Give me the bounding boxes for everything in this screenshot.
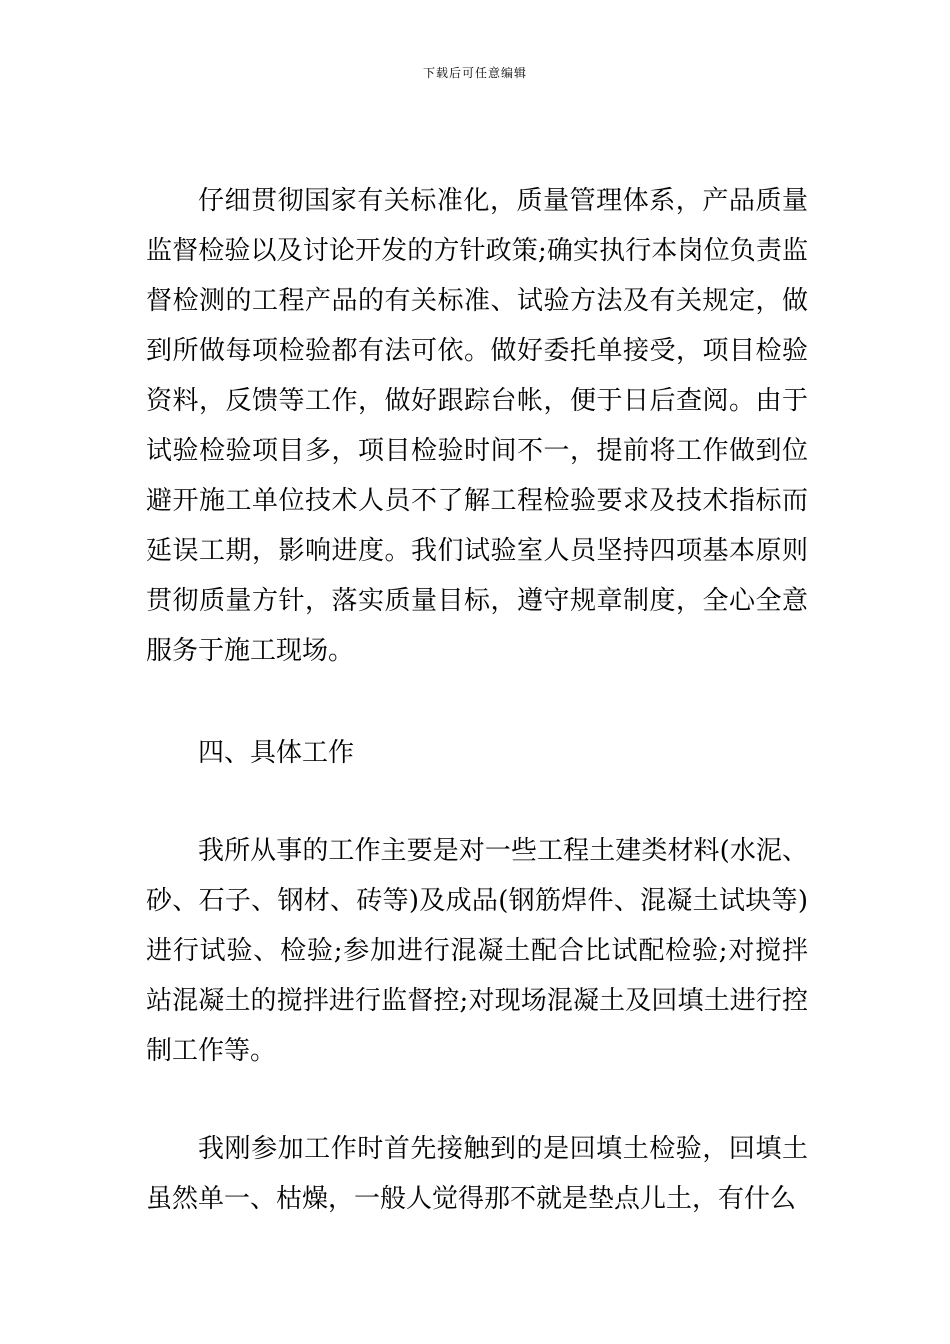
section-heading-specific-work: 四、具体工作 (198, 738, 355, 768)
paragraph-backfill-inspection: 我刚参加工作时首先接触到的是回填土检验，回填土虽然单一、枯燥，一般人觉得那不就是垫点儿土，有什么 (146, 1134, 808, 1214)
document-body (146, 176, 808, 1224)
paragraph-work-scope: 我所从事的工作主要是对一些工程土建类材料(水泥、砂、石子、钢材、砖等)及成品(钢筋焊件、混凝土试块等)进行试验、检验;参加进行混凝土配合比试配检验;对搅拌站混凝土的搅拌进行监督控;对现场混凝土及回填土进行控制工作等。 (146, 836, 808, 1066)
page-header: 下载后可任意编辑 (422, 66, 527, 80)
paragraph-quality-policy: 仔细贯彻国家有关标准化，质量管理体系，产品质量监督检验以及讨论开发的方针政策;确实执行本岗位负责监督检测的工程产品的有关标准、试验方法及有关规定，做到所做每项检验都有法可依。做好委托单接受，项目检验资料，反馈等工作，做好跟踪台帐，便于日后查阅。由于试验检验项目多，项目检验时间不一，提前将工作做到位避开施工单位技术人员不了解工程检验要求及技术指标而延误工期，影响进度。我们试验室人员坚持四项基本原则贯彻质量方针，落实质量目标，遵守规章制度，全心全意服务于施工现场。 (146, 186, 808, 666)
